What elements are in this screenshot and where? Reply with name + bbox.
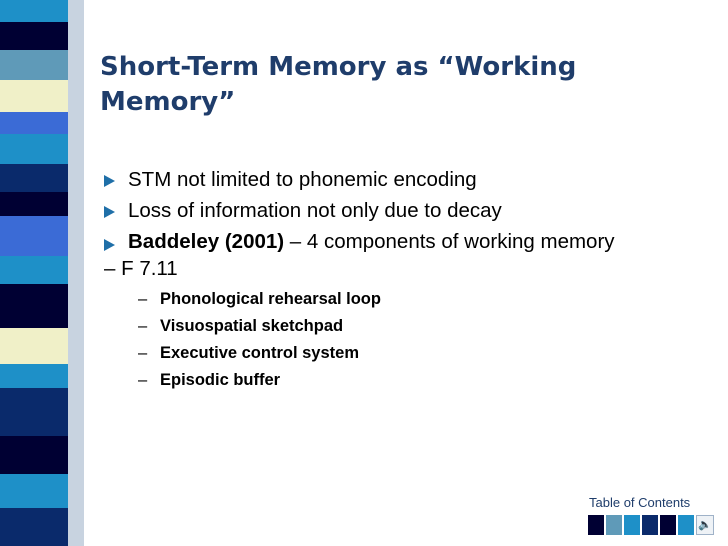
title-line-1: Short-Term Memory as “Working	[100, 52, 577, 82]
sub-bullet-text: Phonological rehearsal loop	[160, 290, 381, 308]
nav-swatch	[678, 515, 694, 535]
bullet-text: – 4 components of working memory	[284, 230, 615, 253]
nav-swatch	[624, 515, 640, 535]
table-of-contents-link[interactable]: Table of Contents	[589, 495, 691, 510]
bullet-marker-icon	[104, 175, 115, 187]
sub-bullet-text: Episodic buffer	[160, 371, 281, 389]
nav-swatch	[642, 515, 658, 535]
sub-bullet-item	[104, 286, 714, 313]
stripe-block	[0, 508, 68, 546]
stripe-block	[0, 192, 68, 216]
stripe-block	[0, 216, 68, 256]
stripe-block	[0, 22, 68, 50]
speaker-icon[interactable]: 🔈	[696, 515, 714, 535]
bullet-item	[104, 195, 714, 226]
bullet-strong-text: Baddeley (2001)	[128, 230, 285, 253]
stripe-block	[0, 256, 68, 284]
sub-bullet-dash: –	[138, 344, 148, 362]
stripe-block	[0, 364, 68, 388]
sub-bullet-item	[104, 367, 714, 394]
sub-bullet-dash: –	[138, 317, 148, 335]
sub-bullet-list	[104, 286, 714, 394]
title-line-2: Memory”	[100, 87, 236, 117]
stripe-block	[0, 112, 68, 134]
nav-swatch	[606, 515, 622, 535]
stripe-block	[0, 474, 68, 508]
stripe-block	[0, 164, 68, 192]
bullet-marker-icon	[104, 239, 115, 251]
stripe-block	[0, 0, 68, 22]
bullet-marker-icon	[104, 206, 115, 218]
nav-swatch	[660, 515, 676, 535]
sub-bullet-dash: –	[138, 371, 148, 389]
decorative-stripe	[0, 0, 84, 546]
stripe-block	[0, 80, 68, 112]
stripe-block	[0, 134, 68, 164]
bullet-text: Loss of information not only due to decay	[128, 199, 502, 222]
stripe-block	[0, 284, 68, 328]
stripe-block	[0, 328, 68, 364]
bullet-item	[104, 164, 714, 195]
slide-title	[100, 50, 700, 120]
sub-bullet-text: Visuospatial sketchpad	[160, 317, 344, 335]
sub-bullet-text: Executive control system	[160, 344, 359, 362]
stripe-edge	[68, 0, 84, 546]
nav-swatch	[588, 515, 604, 535]
bullet-item	[104, 226, 714, 282]
stripe-block	[0, 50, 68, 80]
stripe-block	[0, 388, 68, 436]
bullet-list	[104, 164, 714, 394]
sub-bullet-item	[104, 340, 714, 367]
stripe-block	[0, 436, 68, 474]
bullet-text: STM not limited to phonemic encoding	[128, 168, 477, 191]
bullet-line	[128, 228, 714, 255]
bullet-line-continued: – F 7.11	[104, 257, 178, 280]
sub-bullet-item	[104, 313, 714, 340]
sub-bullet-dash: –	[138, 290, 148, 308]
